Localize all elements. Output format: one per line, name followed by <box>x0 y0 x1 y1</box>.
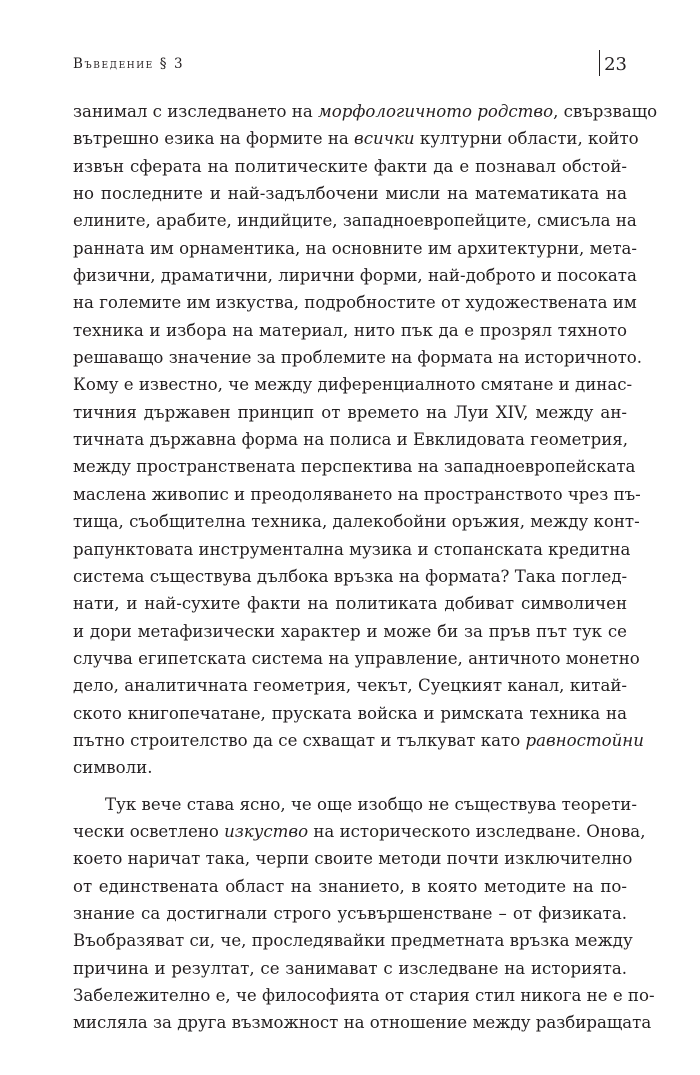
text-line: дело, аналитичната геометрия, чекът, Суецкият канал, китай- <box>73 676 627 696</box>
text-line: но последните и най-задълбочени мисли на математиката на <box>73 184 627 204</box>
text-line: причина и резултат, се занимават с изследване на историята. <box>73 958 627 978</box>
text-line: случва египетската система на управление, античното монетно <box>73 648 640 668</box>
text-line: система съществува дълбока връзка на формата? Така поглед- <box>73 566 628 586</box>
text-line: Въобразяват си, че, проследявайки предметната връзка между <box>73 931 633 951</box>
text-line: техника и избора на материал, нито пък да е прозрял тяхното <box>73 320 627 340</box>
text-line: пътно строителство да се схващат и тълкуват като равностойни <box>73 730 644 750</box>
page-number: 23 <box>604 54 627 75</box>
text-line: на големите им изкуства, подробностите от художествената им <box>73 293 637 313</box>
body-text <box>73 98 658 1037</box>
text-line: маслена живопис и преодоляването на пространството чрез пъ- <box>73 484 641 504</box>
text-line: тища, съобщителна техника, далекобойни оръжия, между конт- <box>73 512 640 532</box>
text-line: и дори метафизически характер и може би за пръв път тук се <box>73 621 627 641</box>
text-line: Забележително е, че философията от стария стил никога не е по- <box>73 986 655 1005</box>
italic-phrase: всички <box>354 129 415 149</box>
text-line: символи. <box>73 758 153 778</box>
text-line: вътрешно езика на формите на всички културни области, който <box>73 129 639 149</box>
text-line: тичния държавен принцип от времето на Луи XIV, между ан- <box>73 402 627 422</box>
text-line: Тук вече става ясно, че още изобщо не съществува теорети- <box>105 794 637 814</box>
paragraph-gap <box>73 782 627 791</box>
text-line: тичната държавна форма на полиса и Евклидовата геометрия, <box>73 430 629 450</box>
text-line: Кому е известно, че между диференциалното смятане и динас- <box>73 375 633 395</box>
running-title: Въведение § 3 <box>73 56 185 72</box>
text-line: нати, и най-сухите факти на политиката добиват символичен <box>73 594 627 614</box>
text-line: мислялa за друга възможност на отношение между разбиращата <box>73 1013 652 1033</box>
text-line: от единствената област на знанието, в която методите на по- <box>73 876 627 896</box>
text-line: което наричат така, черпи своите методи почти изключително <box>73 849 633 869</box>
header-rule <box>599 50 600 76</box>
text-line: елините, арабите, индийците, западноевропейците, смисъла на <box>73 211 637 231</box>
italic-phrase: изкуство <box>224 821 309 841</box>
italic-phrase: равностойни <box>525 730 644 750</box>
text-line: занимал с изследването на морфологичното родство, свързващо <box>73 102 658 121</box>
text-line: знание са достигнали строго усъвършенстване – от физиката. <box>73 903 627 923</box>
text-line: ското книгопечатане, пруската войска и римската техника на <box>73 703 627 723</box>
text-line: ранната им орнаментика, на основните им архитектурни, мета- <box>73 238 638 258</box>
paragraph-2 <box>73 791 655 1037</box>
text-line: извън сферата на политическите факти да е познавал обстой- <box>73 156 627 176</box>
text-line: чески осветлено изкуство на историческото изследване. Онова, <box>73 821 646 841</box>
paragraph-1 <box>73 98 658 782</box>
text-line: физични, драматични, лирични форми, най-доброто и посоката <box>73 266 637 286</box>
text-line: решаващо значение за проблемите на формата на историчното. <box>73 348 643 368</box>
text-line: между пространствената перспектива на западноевропейската <box>73 457 636 477</box>
italic-phrase: морфологичното родство <box>318 102 554 121</box>
text-line: рапунктовата инструментална музика и стопанската кредитна <box>73 539 631 559</box>
page-number-block <box>599 50 627 76</box>
running-head <box>73 50 627 82</box>
